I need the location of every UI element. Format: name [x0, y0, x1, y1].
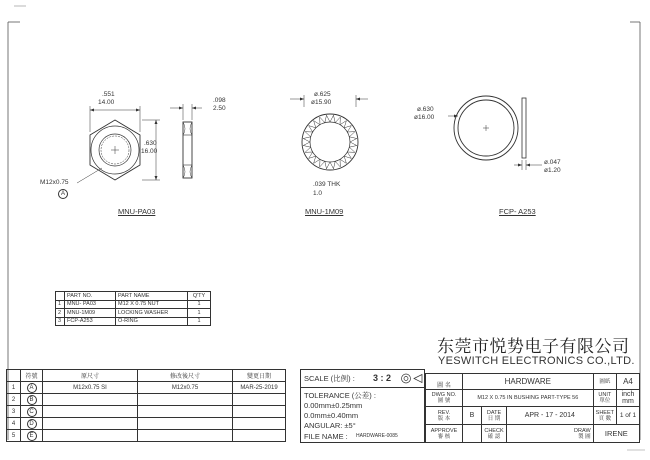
draw-label-cn: 製 圖: [578, 433, 591, 440]
oring-part-label: FCP- A253: [499, 207, 536, 216]
sheet-label: SHEET: [595, 409, 614, 416]
unit-label: UNIT: [598, 391, 612, 398]
company-name-english: YESWITCH ELECTRONICS CO.,LTD.: [438, 355, 635, 367]
washer-thickness-mm: 1.0: [313, 190, 323, 197]
parts-table-header: [56, 292, 211, 301]
original-size: [43, 406, 138, 418]
row-number: 5: [7, 430, 21, 442]
modified-size: [138, 430, 233, 442]
unit-inch: inch: [621, 390, 635, 398]
column-header: 符號: [21, 370, 43, 382]
oring-dia-inch: ø.630: [417, 106, 434, 113]
sheet-value: 1 of 1: [617, 407, 640, 425]
rev-value: B: [463, 407, 482, 425]
change-date: [233, 394, 286, 406]
washer-dia-inch: ø.625: [314, 91, 331, 98]
approve-value: [463, 425, 482, 443]
original-size: [43, 418, 138, 430]
column-header: 原尺寸: [43, 370, 138, 382]
check-label: CHECK: [484, 427, 504, 434]
washer-drawing: [280, 95, 380, 195]
column-header: 變更日期: [233, 370, 286, 382]
change-date: [233, 430, 286, 442]
row-number: 3: [7, 406, 21, 418]
column-header: 修改後尺寸: [138, 370, 233, 382]
row-number: 4: [7, 418, 21, 430]
part-name: LOCKING WASHER: [116, 309, 188, 318]
nut-width-inch: .551: [102, 91, 115, 98]
modified-size: [138, 406, 233, 418]
tolerance-angular: ANGULAR: ±5°: [304, 421, 356, 430]
change-date: [233, 418, 286, 430]
scale-label: SCALE (比例) :: [304, 374, 355, 383]
oring-drawing: [430, 95, 570, 195]
oring-dia-mm: ø16.00: [414, 114, 435, 121]
date-label: DATE: [486, 409, 502, 416]
part-no: FCP-A253: [65, 317, 116, 326]
dwg-no-label: DWG NO.: [431, 391, 457, 398]
approve-label-cn: 審 核: [437, 433, 451, 440]
modified-size: M12x0.75: [138, 382, 233, 394]
quantity: 1: [188, 317, 211, 326]
column-header: PART NAME: [116, 292, 188, 301]
nut-width-mm: 14.00: [98, 99, 115, 106]
row-number: 2: [7, 394, 21, 406]
column-header: PART NO.: [65, 292, 116, 301]
draw-label: DRAW: [574, 427, 591, 434]
change-date: MAR-25-2019: [233, 382, 286, 394]
sheet-label-cn: 頁 數: [598, 415, 612, 422]
date-label-cn: 日 期: [487, 415, 501, 422]
nut-thickness-inch: .098: [213, 97, 226, 104]
file-name-label: FILE NAME :: [304, 432, 348, 441]
washer-thickness-inch: .039 THK: [313, 181, 341, 188]
oring-cs-mm: ø1.20: [544, 167, 561, 174]
part-name: M12 X 0.75 NUT: [116, 300, 188, 309]
original-size: [43, 430, 138, 442]
table-row: [56, 309, 211, 318]
row-number: 2: [56, 309, 65, 318]
tolerance-secondary: 0.0mm±0.40mm: [304, 411, 359, 420]
revision-callout-a: A: [58, 189, 68, 199]
revision-table: [6, 369, 286, 442]
washer-teeth: [303, 115, 357, 169]
washer-part-label: MNU-1M09: [305, 207, 344, 216]
unit-mm: mm: [622, 397, 634, 405]
draw-value: IRENE: [593, 425, 639, 443]
table-row: [56, 317, 211, 326]
nut-height-inch: .630: [144, 140, 157, 147]
nut-part-label: MNU-PA03: [118, 207, 156, 216]
check-label-cn: 確 認: [487, 433, 501, 440]
revision-symbol: A: [27, 383, 37, 393]
file-name-value: HARDWARE-0085: [356, 433, 398, 439]
dwg-no-label-cn: 圖 號: [437, 397, 451, 404]
table-row: [7, 382, 286, 394]
tolerance-block: [300, 369, 425, 443]
quantity: 1: [188, 300, 211, 309]
parts-table: [55, 291, 211, 326]
drawing-name: HARDWARE: [463, 374, 594, 390]
washer-dia-mm: ø15.90: [311, 99, 332, 106]
rev-label-cn: 版 本: [437, 415, 451, 422]
nut-height-mm: 16.00: [141, 148, 158, 155]
revision-symbol: C: [27, 407, 37, 417]
table-row: [56, 300, 211, 309]
row-number: 3: [56, 317, 65, 326]
quantity: 1: [188, 309, 211, 318]
modified-size: [138, 394, 233, 406]
table-row: [7, 430, 286, 442]
revision-symbol: B: [27, 395, 37, 405]
projection-symbol-icon: [400, 373, 424, 384]
table-row: [7, 394, 286, 406]
tolerance-label: TOLERANCE (公差) :: [304, 391, 376, 400]
part-no: MNU-1M09: [65, 309, 116, 318]
size-label: 圖紙: [593, 374, 616, 390]
original-size: [43, 394, 138, 406]
table-row: [7, 418, 286, 430]
size-value: A4: [617, 374, 640, 390]
scale-value: 3 : 2: [373, 373, 392, 383]
title-block-table: [425, 373, 640, 443]
revision-symbol: E: [27, 431, 37, 441]
revision-symbol: D: [27, 419, 37, 429]
revision-table-header: [7, 370, 286, 382]
approve-label: APPROVE: [430, 427, 458, 434]
nut-thread-label: M12x0.75: [40, 179, 69, 186]
modified-size: [138, 418, 233, 430]
part-no: MNU- PA03: [65, 300, 116, 309]
table-row: [7, 406, 286, 418]
rev-label: REV.: [437, 409, 451, 416]
tolerance-linear: 0.00mm±0.25mm: [304, 401, 363, 410]
company-name-chinese: 东莞市悦势电子有限公司: [437, 337, 630, 356]
date-value: APR - 17 - 2014: [507, 407, 594, 425]
dwg-no-value: M12 X 0.75 IN BUSHING PART-TYPE 56: [463, 389, 594, 407]
nut-drawing: [30, 80, 230, 220]
row-number: 1: [56, 300, 65, 309]
column-header: Q'TY: [188, 292, 211, 301]
part-name: O-RING: [116, 317, 188, 326]
change-date: [233, 406, 286, 418]
oring-cs-inch: ø.047: [544, 159, 561, 166]
original-size: M12x0.75 SI: [43, 382, 138, 394]
unit-label-cn: 單位: [599, 397, 611, 404]
row-number: 1: [7, 382, 21, 394]
nut-thickness-mm: 2.50: [213, 105, 226, 112]
name-label: 圖 名: [426, 374, 463, 390]
